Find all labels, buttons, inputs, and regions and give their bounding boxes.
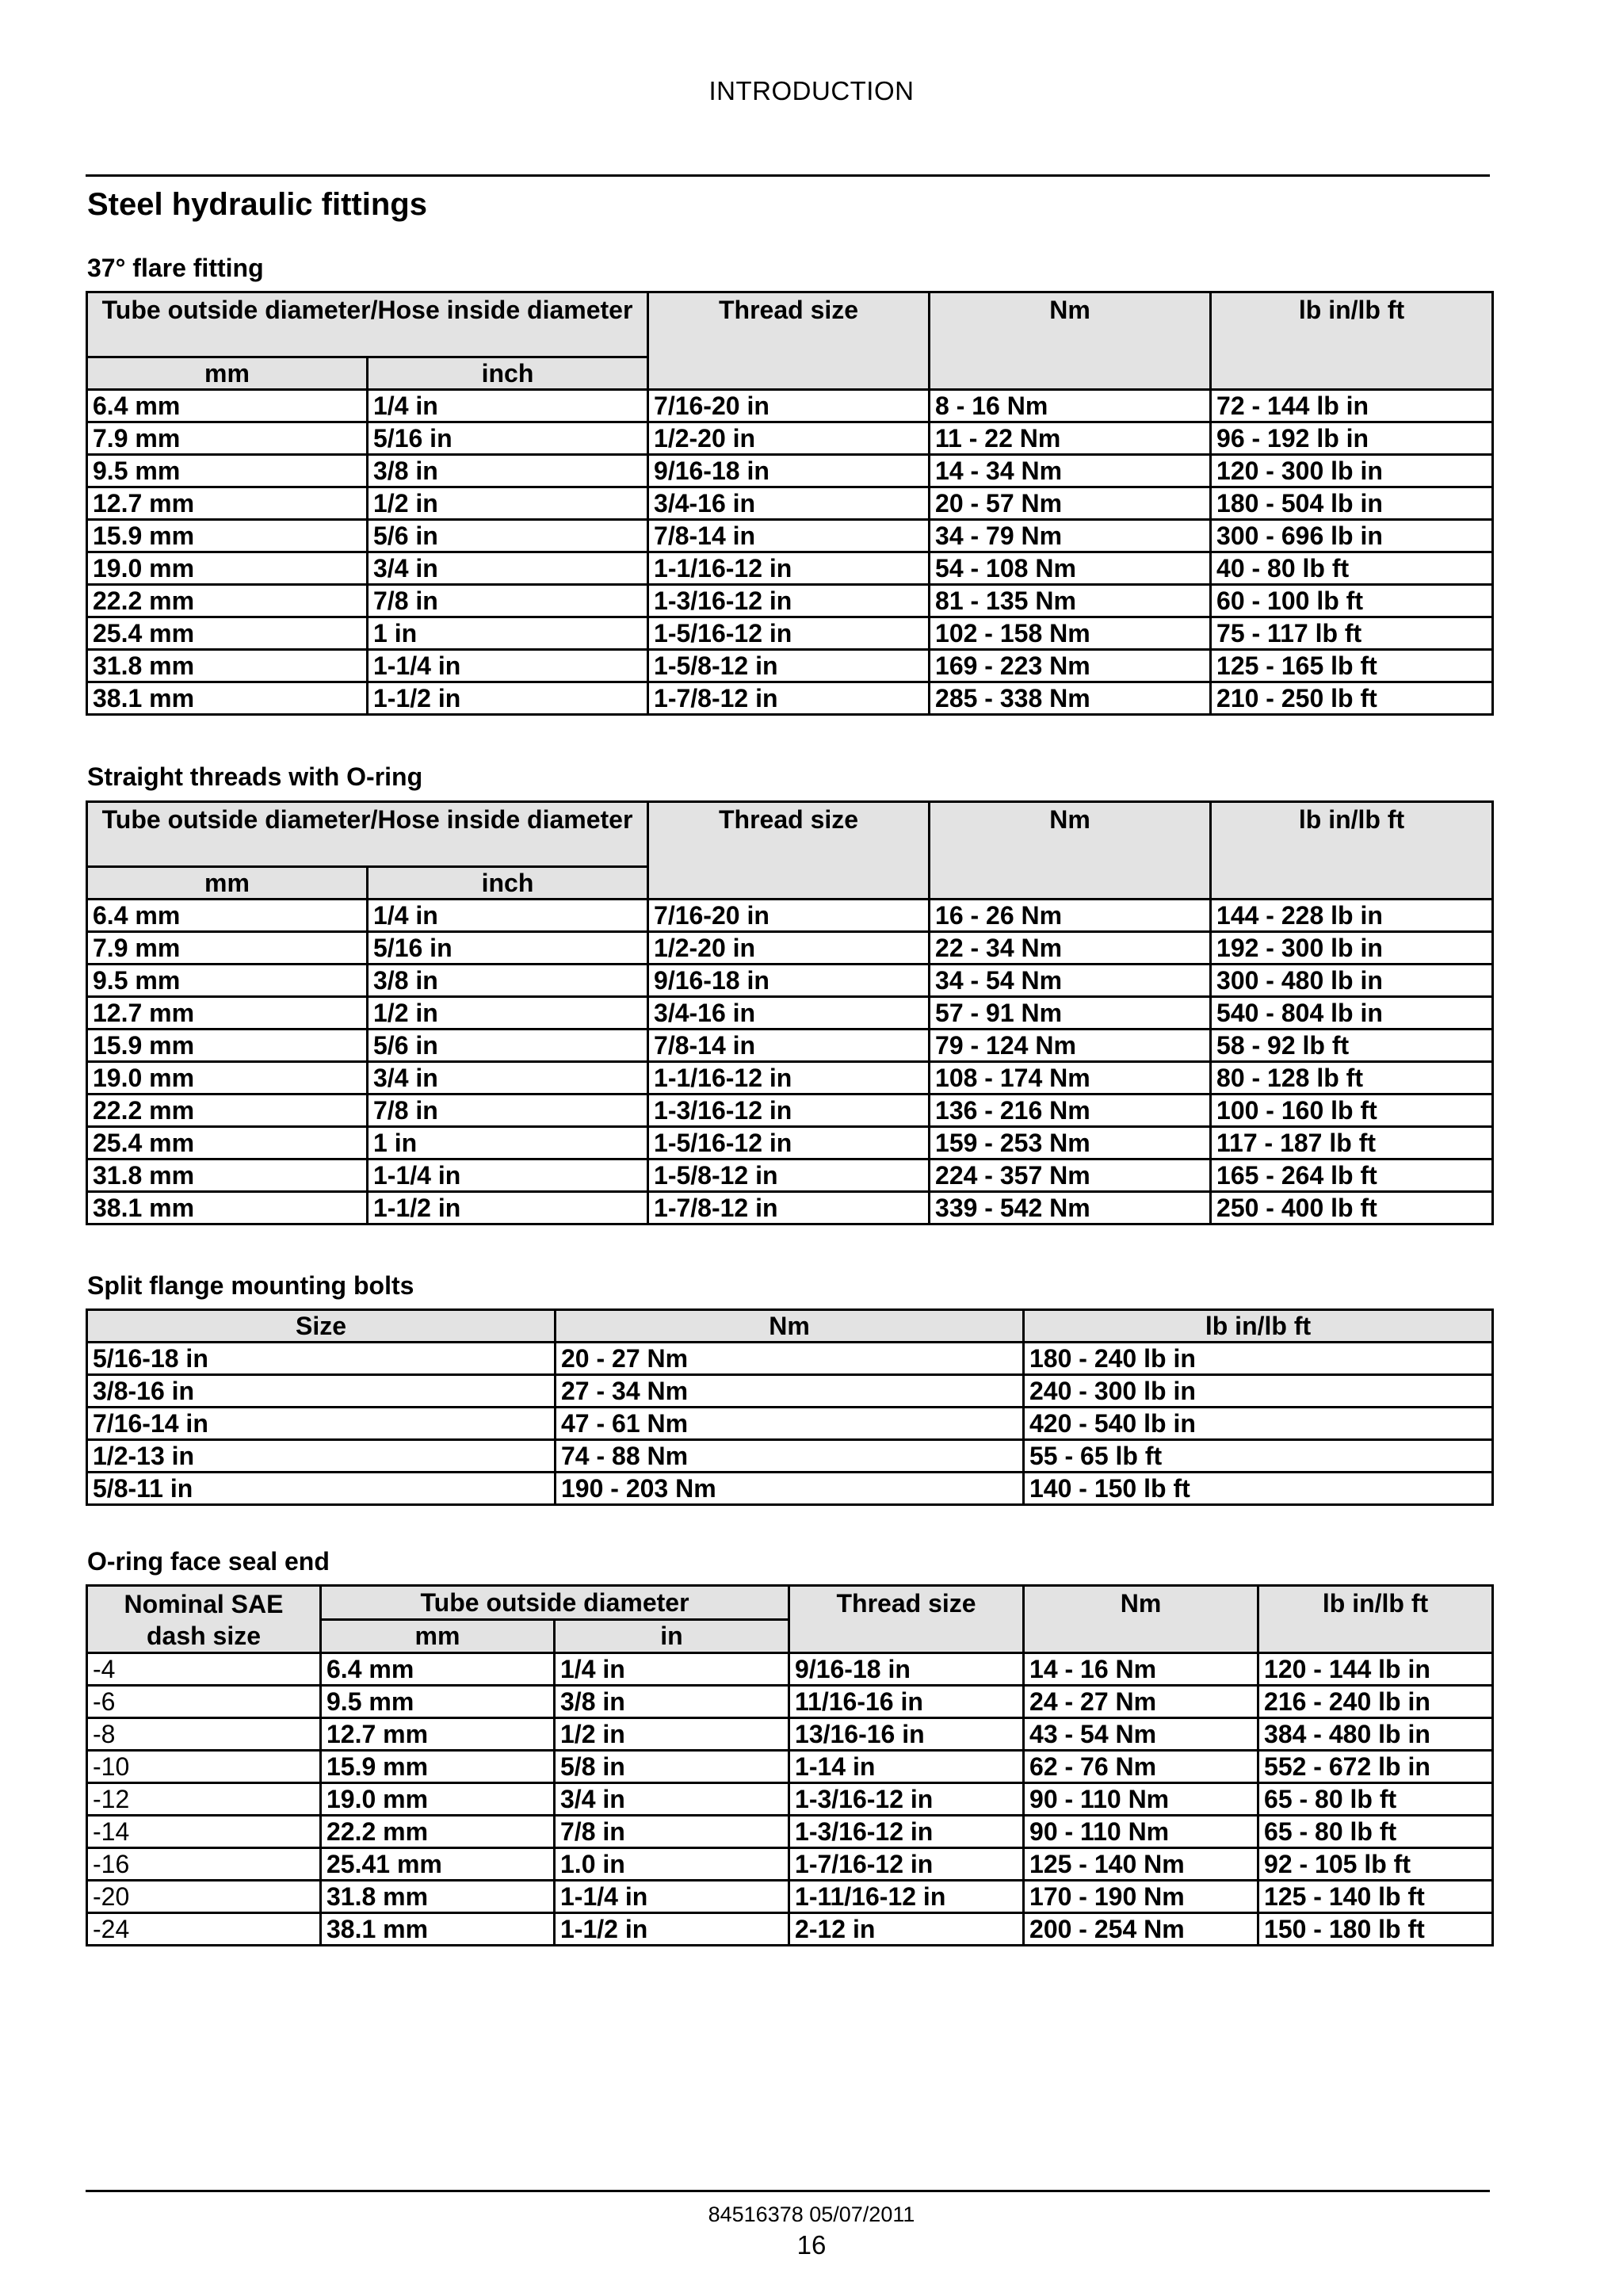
cell-thread: 1-3/16-12 in	[789, 1816, 1024, 1848]
table-row	[87, 1718, 1493, 1751]
table-row	[87, 1848, 1493, 1881]
cell-mm: 9.5 mm	[87, 455, 368, 487]
flare-fitting-table	[86, 291, 1494, 716]
header-lb: lb in/lb ft	[1258, 1586, 1493, 1653]
cell-thread: 1-5/16-12 in	[648, 617, 930, 650]
cell-size: 1/2-13 in	[87, 1440, 556, 1473]
cell-inch: 5/6 in	[368, 520, 648, 552]
cell-nm: 159 - 253 Nm	[930, 1127, 1211, 1159]
header-lb: lb in/lb ft	[1211, 292, 1493, 390]
cell-lb: 75 - 117 lb ft	[1211, 617, 1493, 650]
cell-in: 5/8 in	[555, 1751, 789, 1783]
cell-thread: 1-7/8-12 in	[648, 682, 930, 715]
cell-in: 1-1/2 in	[555, 1913, 789, 1946]
cell-inch: 1-1/4 in	[368, 650, 648, 682]
cell-lb: 192 - 300 lb in	[1211, 932, 1493, 965]
cell-lb: 140 - 150 lb ft	[1024, 1473, 1493, 1505]
cell-mm: 25.41 mm	[321, 1848, 555, 1881]
cell-lb: 92 - 105 lb ft	[1258, 1848, 1493, 1881]
table-row	[87, 390, 1493, 422]
cell-thread: 1-7/16-12 in	[789, 1848, 1024, 1881]
cell-size: 5/8-11 in	[87, 1473, 556, 1505]
cell-mm: 19.0 mm	[87, 1062, 368, 1095]
cell-lb: 58 - 92 lb ft	[1211, 1030, 1493, 1062]
cell-inch: 7/8 in	[368, 1095, 648, 1127]
cell-lb: 125 - 165 lb ft	[1211, 650, 1493, 682]
table-row	[87, 900, 1493, 932]
cell-mm: 7.9 mm	[87, 422, 368, 455]
cell-lb: 60 - 100 lb ft	[1211, 585, 1493, 617]
cell-nm: 74 - 88 Nm	[556, 1440, 1024, 1473]
page-number: 16	[796, 2230, 827, 2260]
header-thread-size: Thread size	[648, 802, 930, 900]
cell-thread: 1-3/16-12 in	[789, 1783, 1024, 1816]
cell-dash: -10	[87, 1751, 321, 1783]
header-in: in	[555, 1619, 789, 1653]
cell-nm: 47 - 61 Nm	[556, 1408, 1024, 1440]
cell-dash: -12	[87, 1783, 321, 1816]
face-seal-table	[86, 1584, 1494, 1946]
cell-thread: 1-5/8-12 in	[648, 650, 930, 682]
cell-thread: 7/8-14 in	[648, 520, 930, 552]
table-row	[87, 1343, 1493, 1375]
split-flange-rows	[87, 1343, 1493, 1505]
cell-mm: 12.7 mm	[321, 1718, 555, 1751]
cell-dash: -24	[87, 1913, 321, 1946]
cell-nm: 8 - 16 Nm	[930, 390, 1211, 422]
cell-mm: 38.1 mm	[321, 1913, 555, 1946]
cell-lb: 300 - 696 lb in	[1211, 520, 1493, 552]
cell-mm: 38.1 mm	[87, 1192, 368, 1224]
cell-nm: 102 - 158 Nm	[930, 617, 1211, 650]
cell-mm: 25.4 mm	[87, 1127, 368, 1159]
cell-thread: 11/16-16 in	[789, 1686, 1024, 1718]
cell-mm: 15.9 mm	[87, 520, 368, 552]
cell-thread: 7/16-20 in	[648, 900, 930, 932]
table-row	[87, 1783, 1493, 1816]
cell-thread: 9/16-18 in	[648, 965, 930, 997]
cell-mm: 38.1 mm	[87, 682, 368, 715]
cell-nm: 22 - 34 Nm	[930, 932, 1211, 965]
cell-thread: 7/16-20 in	[648, 390, 930, 422]
cell-nm: 90 - 110 Nm	[1024, 1783, 1258, 1816]
cell-dash: -4	[87, 1653, 321, 1686]
flare-rows	[87, 390, 1493, 715]
cell-mm: 12.7 mm	[87, 487, 368, 520]
cell-lb: 552 - 672 lb in	[1258, 1751, 1493, 1783]
cell-lb: 96 - 192 lb in	[1211, 422, 1493, 455]
cell-mm: 19.0 mm	[87, 552, 368, 585]
cell-thread: 1-7/8-12 in	[648, 1192, 930, 1224]
header-thread-size: Thread size	[648, 292, 930, 390]
table-row	[87, 1653, 1493, 1686]
cell-thread: 1/2-20 in	[648, 422, 930, 455]
cell-lb: 120 - 300 lb in	[1211, 455, 1493, 487]
cell-nm: 20 - 27 Nm	[556, 1343, 1024, 1375]
cell-nm: 20 - 57 Nm	[930, 487, 1211, 520]
cell-inch: 3/8 in	[368, 965, 648, 997]
table-row	[87, 520, 1493, 552]
cell-thread: 2-12 in	[789, 1913, 1024, 1946]
cell-lb: 117 - 187 lb ft	[1211, 1127, 1493, 1159]
cell-nm: 79 - 124 Nm	[930, 1030, 1211, 1062]
cell-in: 1.0 in	[555, 1848, 789, 1881]
cell-mm: 15.9 mm	[87, 1030, 368, 1062]
cell-inch: 3/4 in	[368, 552, 648, 585]
cell-lb: 65 - 80 lb ft	[1258, 1816, 1493, 1848]
footer-rule	[86, 2190, 1490, 2192]
table-row	[87, 1816, 1493, 1848]
header-lb: lb in/lb ft	[1211, 802, 1493, 900]
cell-dash: -6	[87, 1686, 321, 1718]
table-row	[87, 1473, 1493, 1505]
header-tube-diameter: Tube outside diameter/Hose inside diameter	[87, 802, 648, 867]
straight-threads-title: Straight threads with O-ring	[87, 762, 423, 791]
cell-thread: 1-3/16-12 in	[648, 585, 930, 617]
table-row	[87, 965, 1493, 997]
header-tube-diameter: Tube outside diameter/Hose inside diameter	[87, 292, 648, 357]
cell-mm: 31.8 mm	[87, 650, 368, 682]
table-row	[87, 1751, 1493, 1783]
cell-size: 7/16-14 in	[87, 1408, 556, 1440]
table-row	[87, 422, 1493, 455]
cell-nm: 339 - 542 Nm	[930, 1192, 1211, 1224]
table-row	[87, 1881, 1493, 1913]
cell-lb: 80 - 128 lb ft	[1211, 1062, 1493, 1095]
header-thread-size: Thread size	[789, 1586, 1024, 1653]
cell-size: 3/8-16 in	[87, 1375, 556, 1408]
cell-mm: 31.8 mm	[321, 1881, 555, 1913]
cell-nm: 136 - 216 Nm	[930, 1095, 1211, 1127]
table-row	[87, 1686, 1493, 1718]
table-row	[87, 585, 1493, 617]
cell-in: 3/4 in	[555, 1783, 789, 1816]
cell-lb: 250 - 400 lb ft	[1211, 1192, 1493, 1224]
cell-nm: 81 - 135 Nm	[930, 585, 1211, 617]
cell-nm: 34 - 79 Nm	[930, 520, 1211, 552]
cell-nm: 24 - 27 Nm	[1024, 1686, 1258, 1718]
cell-nm: 62 - 76 Nm	[1024, 1751, 1258, 1783]
table-row	[87, 617, 1493, 650]
cell-lb: 216 - 240 lb in	[1258, 1686, 1493, 1718]
cell-thread: 7/8-14 in	[648, 1030, 930, 1062]
cell-nm: 14 - 34 Nm	[930, 455, 1211, 487]
cell-inch: 1-1/2 in	[368, 682, 648, 715]
cell-inch: 1/2 in	[368, 487, 648, 520]
cell-thread: 1-14 in	[789, 1751, 1024, 1783]
cell-lb: 72 - 144 lb in	[1211, 390, 1493, 422]
cell-inch: 7/8 in	[368, 585, 648, 617]
cell-mm: 22.2 mm	[87, 585, 368, 617]
cell-nm: 170 - 190 Nm	[1024, 1881, 1258, 1913]
cell-inch: 5/6 in	[368, 1030, 648, 1062]
cell-mm: 31.8 mm	[87, 1159, 368, 1192]
cell-mm: 9.5 mm	[321, 1686, 555, 1718]
table-row	[87, 1440, 1493, 1473]
cell-mm: 22.2 mm	[87, 1095, 368, 1127]
cell-thread: 1/2-20 in	[648, 932, 930, 965]
cell-nm: 90 - 110 Nm	[1024, 1816, 1258, 1848]
cell-mm: 6.4 mm	[87, 900, 368, 932]
cell-lb: 125 - 140 lb ft	[1258, 1881, 1493, 1913]
cell-lb: 180 - 240 lb in	[1024, 1343, 1493, 1375]
cell-lb: 120 - 144 lb in	[1258, 1653, 1493, 1686]
header-nm: Nm	[930, 802, 1211, 900]
table-row	[87, 455, 1493, 487]
cell-nm: 34 - 54 Nm	[930, 965, 1211, 997]
cell-mm: 15.9 mm	[321, 1751, 555, 1783]
cell-inch: 5/16 in	[368, 422, 648, 455]
header-nm: Nm	[930, 292, 1211, 390]
cell-thread: 13/16-16 in	[789, 1718, 1024, 1751]
cell-lb: 300 - 480 lb in	[1211, 965, 1493, 997]
cell-mm: 6.4 mm	[321, 1653, 555, 1686]
cell-mm: 6.4 mm	[87, 390, 368, 422]
face-seal-title: O-ring face seal end	[87, 1547, 330, 1576]
cell-thread: 3/4-16 in	[648, 487, 930, 520]
cell-thread: 9/16-18 in	[648, 455, 930, 487]
cell-thread: 1-3/16-12 in	[648, 1095, 930, 1127]
split-flange-title: Split flange mounting bolts	[87, 1271, 414, 1300]
table-row	[87, 1127, 1493, 1159]
cell-dash: -20	[87, 1881, 321, 1913]
cell-lb: 540 - 804 lb in	[1211, 997, 1493, 1030]
cell-thread: 1-11/16-12 in	[789, 1881, 1024, 1913]
table-row	[87, 682, 1493, 715]
cell-lb: 384 - 480 lb in	[1258, 1718, 1493, 1751]
cell-nm: 224 - 357 Nm	[930, 1159, 1211, 1192]
header-inch: inch	[368, 357, 648, 390]
cell-lb: 210 - 250 lb ft	[1211, 682, 1493, 715]
cell-inch: 1-1/4 in	[368, 1159, 648, 1192]
table-row	[87, 932, 1493, 965]
header-inch: inch	[368, 867, 648, 900]
section-title: Steel hydraulic fittings	[87, 187, 427, 222]
table-row	[87, 1095, 1493, 1127]
cell-nm: 11 - 22 Nm	[930, 422, 1211, 455]
cell-lb: 240 - 300 lb in	[1024, 1375, 1493, 1408]
cell-inch: 1-1/2 in	[368, 1192, 648, 1224]
cell-in: 7/8 in	[555, 1816, 789, 1848]
cell-nm: 16 - 26 Nm	[930, 900, 1211, 932]
cell-thread: 1-1/16-12 in	[648, 1062, 930, 1095]
cell-mm: 12.7 mm	[87, 997, 368, 1030]
cell-inch: 1 in	[368, 617, 648, 650]
cell-nm: 43 - 54 Nm	[1024, 1718, 1258, 1751]
straight-threads-table	[86, 800, 1494, 1225]
cell-dash: -8	[87, 1718, 321, 1751]
table-row	[87, 1192, 1493, 1224]
cell-nm: 108 - 174 Nm	[930, 1062, 1211, 1095]
straight-threads-rows	[87, 900, 1493, 1224]
cell-lb: 100 - 160 lb ft	[1211, 1095, 1493, 1127]
cell-dash: -14	[87, 1816, 321, 1848]
cell-mm: 7.9 mm	[87, 932, 368, 965]
cell-mm: 25.4 mm	[87, 617, 368, 650]
cell-in: 3/8 in	[555, 1686, 789, 1718]
table-row	[87, 1030, 1493, 1062]
cell-lb: 144 - 228 lb in	[1211, 900, 1493, 932]
cell-inch: 1/4 in	[368, 390, 648, 422]
cell-thread: 1-5/16-12 in	[648, 1127, 930, 1159]
cell-nm: 54 - 108 Nm	[930, 552, 1211, 585]
flare-fitting-title: 37° flare fitting	[87, 254, 264, 282]
table-row	[87, 1159, 1493, 1192]
cell-lb: 180 - 504 lb in	[1211, 487, 1493, 520]
table-row	[87, 1408, 1493, 1440]
header-nm: Nm	[556, 1310, 1024, 1343]
face-seal-rows	[87, 1653, 1493, 1946]
cell-nm: 200 - 254 Nm	[1024, 1913, 1258, 1946]
cell-thread: 3/4-16 in	[648, 997, 930, 1030]
header-mm: mm	[321, 1619, 555, 1653]
table-row	[87, 487, 1493, 520]
header-nm: Nm	[1024, 1586, 1258, 1653]
cell-nm: 190 - 203 Nm	[556, 1473, 1024, 1505]
cell-lb: 55 - 65 lb ft	[1024, 1440, 1493, 1473]
page-header: INTRODUCTION	[708, 76, 915, 105]
cell-lb: 40 - 80 lb ft	[1211, 552, 1493, 585]
header-rule	[86, 174, 1490, 177]
table-row	[87, 1062, 1493, 1095]
cell-mm: 9.5 mm	[87, 965, 368, 997]
cell-nm: 14 - 16 Nm	[1024, 1653, 1258, 1686]
cell-lb: 150 - 180 lb ft	[1258, 1913, 1493, 1946]
cell-inch: 3/8 in	[368, 455, 648, 487]
header-lb: lb in/lb ft	[1024, 1310, 1493, 1343]
split-flange-table	[86, 1308, 1494, 1506]
cell-in: 1/4 in	[555, 1653, 789, 1686]
cell-nm: 125 - 140 Nm	[1024, 1848, 1258, 1881]
cell-in: 1/2 in	[555, 1718, 789, 1751]
table-row	[87, 997, 1493, 1030]
cell-size: 5/16-18 in	[87, 1343, 556, 1375]
cell-dash: -16	[87, 1848, 321, 1881]
cell-thread: 9/16-18 in	[789, 1653, 1024, 1686]
cell-inch: 3/4 in	[368, 1062, 648, 1095]
cell-mm: 22.2 mm	[321, 1816, 555, 1848]
header-mm: mm	[87, 867, 368, 900]
cell-nm: 285 - 338 Nm	[930, 682, 1211, 715]
header-dash-size: Nominal SAE dash size	[87, 1586, 321, 1653]
cell-nm: 57 - 91 Nm	[930, 997, 1211, 1030]
table-row	[87, 552, 1493, 585]
cell-thread: 1-5/8-12 in	[648, 1159, 930, 1192]
table-row	[87, 650, 1493, 682]
cell-inch: 1/2 in	[368, 997, 648, 1030]
header-mm: mm	[87, 357, 368, 390]
cell-nm: 169 - 223 Nm	[930, 650, 1211, 682]
cell-thread: 1-1/16-12 in	[648, 552, 930, 585]
cell-lb: 420 - 540 lb in	[1024, 1408, 1493, 1440]
table-row	[87, 1913, 1493, 1946]
header-size: Size	[87, 1310, 556, 1343]
cell-nm: 27 - 34 Nm	[556, 1375, 1024, 1408]
cell-inch: 5/16 in	[368, 932, 648, 965]
cell-lb: 165 - 264 lb ft	[1211, 1159, 1493, 1192]
cell-mm: 19.0 mm	[321, 1783, 555, 1816]
cell-inch: 1/4 in	[368, 900, 648, 932]
cell-in: 1-1/4 in	[555, 1881, 789, 1913]
cell-inch: 1 in	[368, 1127, 648, 1159]
table-row	[87, 1375, 1493, 1408]
document-number: 84516378 05/07/2011	[708, 2202, 915, 2226]
cell-lb: 65 - 80 lb ft	[1258, 1783, 1493, 1816]
header-tube-diameter: Tube outside diameter	[321, 1586, 789, 1620]
